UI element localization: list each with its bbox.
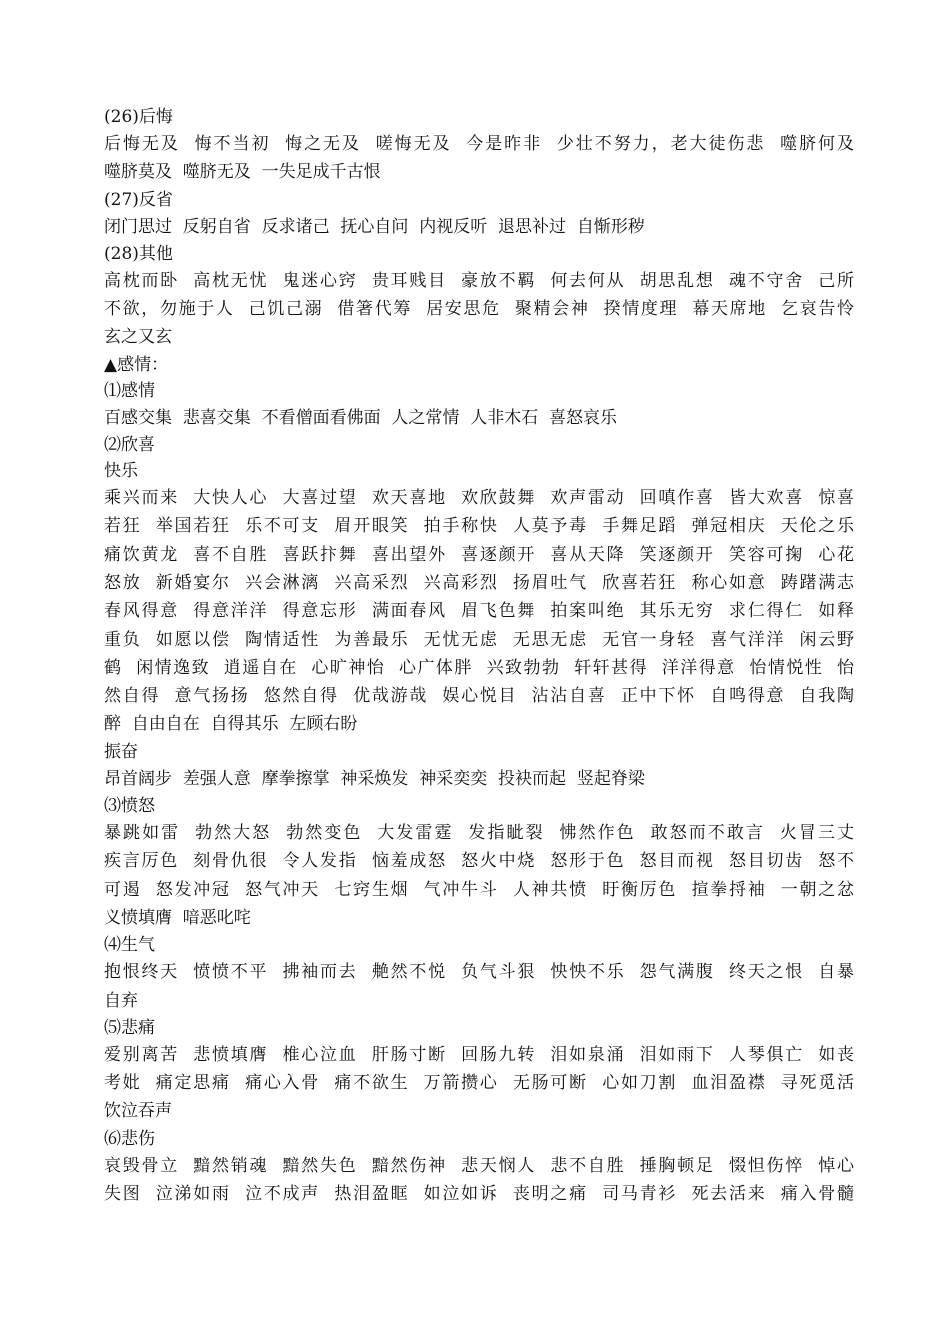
text-line: 自弃: [104, 990, 138, 1011]
text-line: 饮泣吞声: [104, 1101, 172, 1122]
text-line: 疾言厉色 刻骨仇很 令人发指 恼羞成怒 怒火中烧 怒形于色 怒目而视 怒目切齿 怒不: [104, 851, 854, 872]
section-heading: ⑹悲伤: [104, 1128, 155, 1149]
section-heading: 振奋: [104, 741, 138, 762]
text-line: 义愤填膺 喑恶叱咤: [104, 907, 251, 928]
text-line: 鹤 闲情逸致 逍遥自在 心旷神怡 心广体胖 兴致勃勃 轩轩甚得 洋洋得意 怡情悦性 怡: [104, 657, 854, 678]
text-line: 若狂 举国若狂 乐不可支 眉开眼笑 拍手称快 人莫予毒 手舞足蹈 弹冠相庆 天伦之乐: [104, 516, 854, 537]
text-line: 爱别离苦 悲愤填膺 椎心泣血 肝肠寸断 回肠九转 泪如泉涌 泪如雨下 人琴俱亡 如丧: [104, 1044, 854, 1065]
text-line: 春风得意 得意洋洋 得意忘形 满面春风 眉飞色舞 拍案叫绝 其乐无穷 求仁得仁 如释: [104, 601, 854, 622]
text-line: 噬脐莫及 噬脐无及 一失足成千古恨: [104, 162, 381, 183]
section-heading: ⑷生气: [104, 935, 155, 956]
text-line: 然自得 意气扬扬 悠然自得 优哉游哉 娱心悦目 沾沾自喜 正中下怀 自鸣得意 自我陶: [104, 686, 854, 707]
text-line: 暴跳如雷 勃然大怒 勃然变色 大发雷霆 发指眦裂 怫然作色 敢怒而不敢言 火冒三丈: [104, 823, 854, 844]
text-line: 可遏 怒发冲冠 怒气冲天 七窍生烟 气冲牛斗 人神共愤 盱衡厉色 揎拳捋袖 一朝之忿: [104, 879, 854, 900]
text-line: 高枕而卧 高枕无忧 鬼迷心窍 贵耳贱目 豪放不羁 何去何从 胡思乱想 魂不守舍 己所: [104, 270, 854, 291]
text-line: 玄之又玄: [104, 327, 172, 348]
section-heading: ⑶愤怒: [104, 796, 155, 817]
text-line: 百感交集 悲喜交集 不看僧面看佛面 人之常情 人非木石 喜怒哀乐: [104, 407, 618, 428]
text-line: 闭门思过 反躬自省 反求诸己 抚心自问 内视反听 退思补过 自惭形秽: [104, 216, 645, 237]
text-line: 后悔无及 悔不当初 悔之无及 嗟悔无及 今是昨非 少壮不努力，老大徒伤悲 噬脐何及: [104, 134, 854, 154]
text-line: 失图 泣涕如雨 泣不成声 热泪盈眶 如泣如诉 丧明之痛 司马青衫 死去活来 痛入骨髓: [104, 1184, 854, 1205]
section-heading: (26)后悔: [104, 107, 173, 127]
text-line: 哀毁骨立 黯然销魂 黯然失色 黯然伤神 悲天悯人 悲不自胜 捶胸顿足 惙怛伤悴 悼心: [104, 1155, 854, 1176]
text-line: 重负 如愿以偿 陶情适性 为善最乐 无忧无虑 无思无虑 无官一身轻 喜气洋洋 闲云野: [104, 629, 854, 650]
text-line: 不欲，勿施于人 己饥己溺 借箸代筹 居安思危 聚精会神 揆情度理 幕天席地 乞哀告怜: [104, 299, 854, 320]
document-page: [104, 104, 854, 1208]
text-line: 怒放 新婚宴尔 兴会淋漓 兴高采烈 兴高彩烈 扬眉吐气 欣喜若狂 称心如意 踌躇满志: [104, 572, 854, 593]
text-line: 醉 自由自在 自得其乐 左顾右盼: [104, 714, 358, 735]
section-heading: ⑴感情: [104, 380, 155, 401]
section-heading: ⑵欣喜: [104, 435, 155, 456]
section-heading: 快乐: [104, 461, 138, 482]
text-line: 昂首阔步 差强人意 摩拳擦掌 神采焕发 神采奕奕 投袂而起 竖起脊梁: [104, 768, 645, 789]
section-heading: (27)反省: [104, 189, 173, 210]
section-heading: ⑸悲痛: [104, 1017, 155, 1038]
text-line: 痛饮黄龙 喜不自胜 喜跃抃舞 喜出望外 喜逐颜开 喜从天降 笑逐颜开 笑容可掬 心花: [104, 544, 854, 565]
section-heading: (28)其他: [104, 243, 173, 264]
text-line: 考妣 痛定思痛 痛心入骨 痛不欲生 万箭攒心 无肠可断 心如刀割 血泪盈襟 寻死觅活: [104, 1073, 854, 1094]
text-line: 乘兴而来 大快人心 大喜过望 欢天喜地 欢欣鼓舞 欢声雷动 回嗔作喜 皆大欢喜 惊喜: [104, 488, 854, 509]
section-heading: ▲感情：: [104, 354, 169, 375]
text-line: 抱恨终天 愤愤不平 拂袖而去 艴然不悦 负气斗狠 怏怏不乐 怨气满腹 终天之恨 自暴: [104, 962, 854, 983]
